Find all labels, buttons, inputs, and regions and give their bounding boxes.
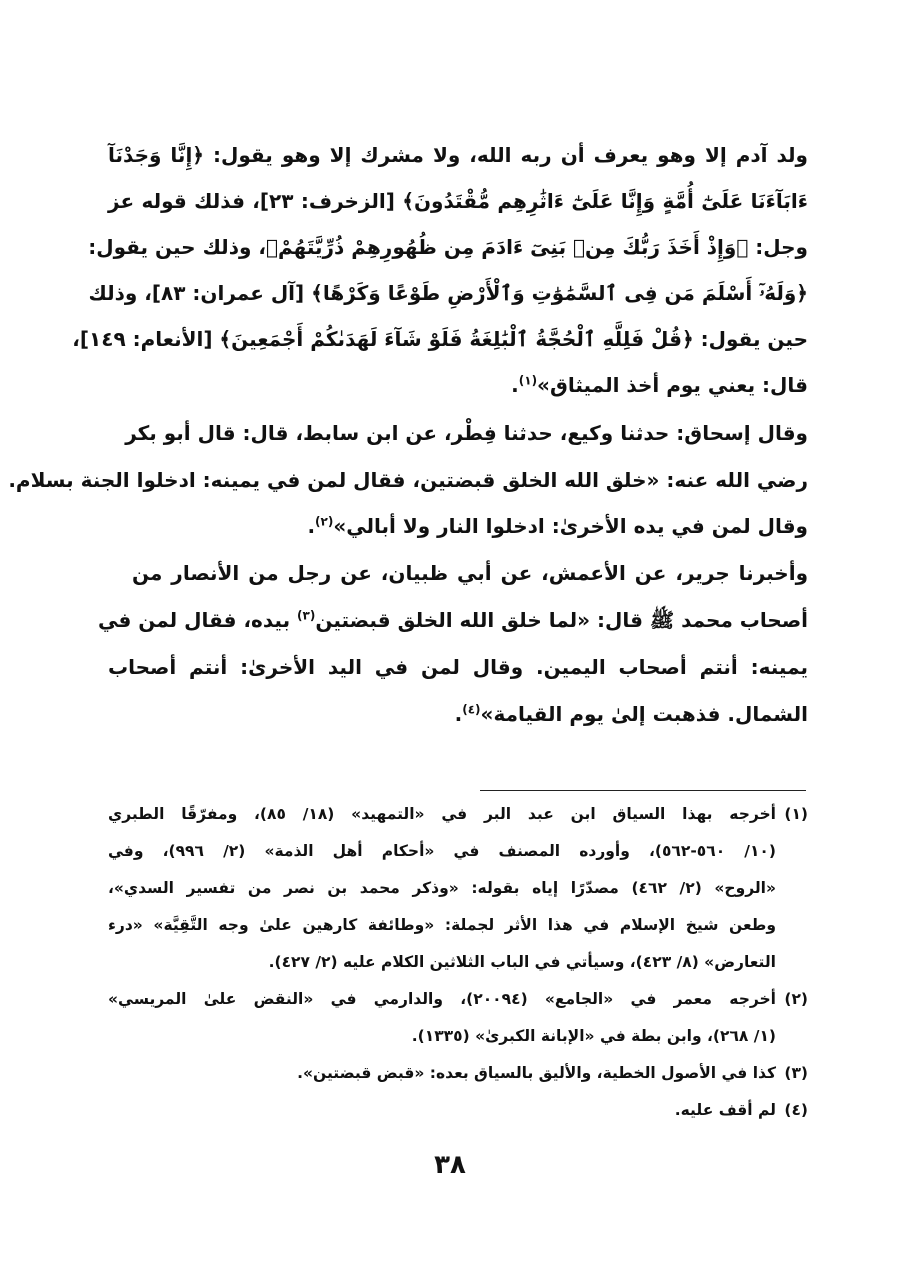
footnote-number: (٤) [784,1101,808,1119]
line-text: . [307,514,316,538]
footnote-number: (١) [784,805,808,823]
footnote-ref[interactable]: (٤) [462,702,481,717]
line-text: الشمال. فذهبت إلىٰ يوم القيامة» [480,702,808,726]
footnote-line: لم أقف عليه. [674,1101,776,1119]
line-text: . [511,373,519,397]
footnote-ref[interactable]: (٣) [297,608,316,623]
text-line: ءَابَآءَنَا عَلَىٰٓ أُمَّةٍ وَإِنَّا عَلَىٰٓ ءَاثَٰرِهِم مُّقْتَدُونَ﴾ [الزخرف: ٢٣]، فذلك قوله عز [108,189,808,213]
footnote-line: التعارض» (٨/ ٤٢٣)، وسيأتي في الباب الثلاثين الكلام عليه (٢/ ٤٢٧). [268,953,776,971]
footnote-line: أخرجه بهذا السياق ابن عبد البر في «التمهيد» (١٨/ ٨٥)، ومفرّقًا الطبري [108,805,776,823]
page-number: ٣٨ [434,1150,466,1180]
text-line [97,605,808,635]
text-line [108,699,808,729]
text-line: رضي الله عنه: «خلق الله الخلق قبضتين، فقال لمن في يمينه: ادخلوا الجنة بسلام. [8,468,808,492]
line-text: بيده، فقال لمن في [97,608,298,632]
text-line [108,370,808,400]
line-text: قال: يعني يوم أخذ الميثاق» [537,373,808,397]
text-line: يمينه: أنتم أصحاب اليمين. وقال لمن في اليد الأخرىٰ: أنتم أصحاب [108,655,808,679]
line-text: . [454,702,463,726]
line-text: وقال لمن في يده الأخرىٰ: ادخلوا النار ولا أبالي» [333,514,808,538]
text-line: حين يقول: ﴿قُلْ فَلِلَّهِ ٱلْحُجَّةُ ٱلْبَٰلِغَةُ فَلَوْ شَآءَ لَهَدَىٰكُمْ أَجْمَعِينَ﴾ [الأنعام: ١٤٩]، [72,327,808,351]
footnote-ref[interactable]: (١) [518,373,538,388]
text-line [108,511,808,541]
footnote-number: (٢) [784,990,808,1008]
text-line: وأخبرنا جرير، عن الأعمش، عن أبي ظبيان، عن رجل من الأنصار من [132,561,808,585]
footnote-line: (١٠/ ٥٦٠-٥٦٢)، وأورده المصنف في «أحكام أهل الذمة» (٢/ ٩٩٦)، وفي [108,842,776,860]
footnote-ref[interactable]: (٢) [315,514,334,529]
text-line: وجل: ﴿وَإِذْ أَخَذَ رَبُّكَ مِنۢ بَنِىٓ ءَادَمَ مِن ظُهُورِهِمْ ذُرِّيَّتَهُمْ﴾، وذلك حين يقول: [88,235,808,259]
text-line: ﴿وَلَهُۥٓ أَسْلَمَ مَن فِى ٱلسَّمَٰوَٰتِ وَٱلْأَرْضِ طَوْعًا وَكَرْهًا﴾ [آل عمران: ٨٣]، وذلك [88,281,808,305]
footnote-line: (١/ ٢٦٨)، وابن بطة في «الإبانة الكبرىٰ» (١٣٣٥). [411,1027,776,1045]
footnote-line: أخرجه معمر في «الجامع» (٢٠٠٩٤)، والدارمي في «النقض علىٰ المريسي» [108,990,776,1008]
line-text: أصحاب محمد ﷺ قال: «لما خلق الله الخلق قبضتين [315,608,808,632]
footnote-line: وطعن شيخ الإسلام في هذا الأثر لجملة: «وطائفة كارهين علىٰ وجه التَّقِيَّة» «درء [108,916,776,934]
text-line: وقال إسحاق: حدثنا وكيع، حدثنا فِطْر، عن ابن سابط، قال: قال أبو بكر [125,421,808,445]
footnote-number: (٣) [784,1064,808,1082]
footnote-line: «الروح» (٢/ ٤٦٢) مصدّرًا إياه بقوله: «وذكر محمد بن نصر من تفسير السدي»، [108,879,776,897]
footnote-separator [480,790,806,791]
footnote-line: كذا في الأصول الخطية، والأليق بالسياق بعده: «قبض قبضتين». [297,1064,776,1082]
text-line: ولد آدم إلا وهو يعرف أن ربه الله، ولا مشرك إلا وهو يقول: ﴿إِنَّا وَجَدْنَآ [108,143,808,167]
